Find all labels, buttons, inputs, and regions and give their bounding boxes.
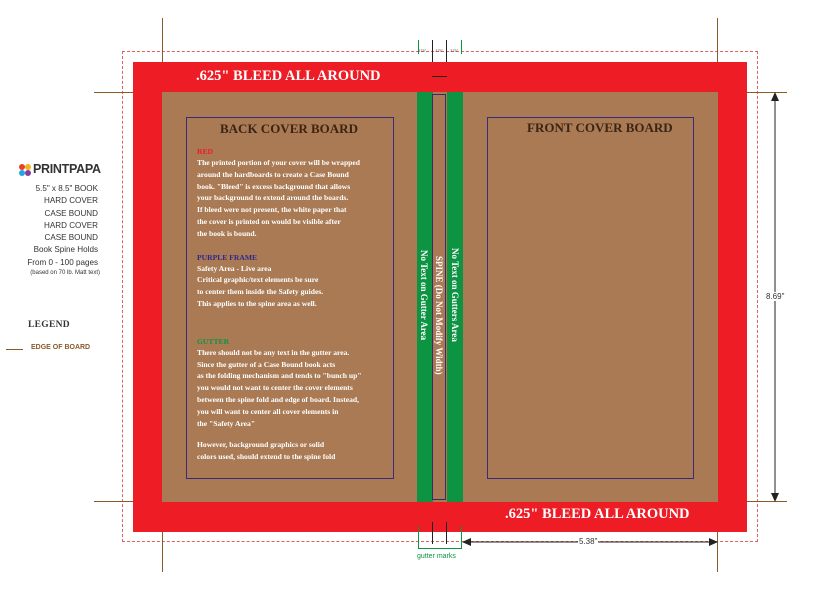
text-line: around the hardboards to create a Case Bound (197, 169, 349, 179)
text-line: you will want to center all cover elements in (197, 406, 339, 416)
spine-label: SPINE (Do Not Modify Width) (434, 256, 444, 375)
text-line: book. "Bleed" is excess background that allows (197, 181, 351, 191)
legend-title: LEGEND (28, 320, 70, 330)
spec-line: CASE BOUND (44, 233, 98, 243)
board-edge-guide (162, 18, 163, 62)
spec-line: HARD COVER (44, 220, 98, 230)
back-cover-instructions (197, 146, 387, 463)
brand-logo (18, 162, 113, 178)
text-line: There should not be any text in the gutter area. (197, 347, 350, 357)
text-line: to center them inside the Safety guides. (197, 287, 324, 297)
board-edge-guide (94, 92, 133, 93)
dimension-top-right: .375" (449, 48, 459, 53)
legend-edge-swatch (6, 349, 23, 350)
purple-heading: PURPLE FRAME (197, 252, 258, 262)
text-line: the book is bound. (197, 228, 257, 238)
spec-line: CASE BOUND (44, 208, 98, 218)
spec-line: Book Spine Holds (33, 245, 98, 255)
dimension-width: 5.38" (579, 537, 598, 546)
dimension-top-mid: .375" (434, 48, 444, 53)
gutter-marks-label: gutter marks (417, 553, 456, 560)
gutter-marks-bottom (418, 522, 462, 552)
text-line: However, background graphics or solid (197, 440, 325, 450)
brand-name: PRINTPAPA (33, 162, 101, 176)
text-line: Since the gutter of a Case Bound book acts (197, 359, 336, 369)
bleed-label-top: .625" BLEED ALL AROUND (196, 68, 381, 84)
front-safety-frame (487, 117, 694, 479)
board-edge-guide (717, 18, 718, 62)
dimension-height: 8.69" (766, 292, 785, 301)
text-line: colors used, should extend to the spine fold (197, 452, 336, 462)
board-edge-guide (162, 532, 163, 572)
text-line: between the spine fold and edge of board. Instead, (197, 394, 360, 404)
spec-note: (based on 70 lb. Matt text) (30, 270, 100, 276)
four-dot-logo-icon (18, 163, 32, 177)
dimension-top-left: .375" (417, 48, 427, 53)
text-line: This applies to the spine area as well. (197, 298, 317, 308)
gutter-body (197, 347, 387, 430)
bleed-label-bottom: .625" BLEED ALL AROUND (505, 506, 690, 522)
back-cover-title: BACK COVER BOARD (220, 121, 358, 136)
text-line: Safety Area - Live area (197, 263, 272, 273)
spec-list (6, 183, 98, 269)
text-line: If bleed were not present, the white paper that (197, 205, 347, 215)
spec-line: 5.5" x 8.5" BOOK (35, 184, 98, 193)
text-line: The printed portion of your cover will be wrapped (197, 158, 360, 167)
text-line: your background to extend around the boards. (197, 193, 349, 203)
red-heading: RED (197, 147, 214, 156)
left-gutter-label: No Text on Gutter Area (419, 250, 429, 341)
spec-line: From 0 - 100 pages (27, 257, 98, 267)
legend-edge-label: EDGE OF BOARD (31, 344, 91, 351)
text-line: the "Safety Area" (197, 418, 256, 428)
gutter-heading: GUTTER (197, 336, 230, 346)
board-edge-guide (94, 501, 133, 502)
text-line: you would not want to center the cover elements (197, 383, 353, 393)
text-line: the cover is printed on would be visible after (197, 216, 341, 226)
right-gutter-label: No Text on Gutters Area (450, 248, 460, 342)
spec-line: HARD COVER (44, 196, 98, 206)
text-line: as the folding mechanism and tends to "bunch up" (197, 371, 362, 381)
red-body (197, 157, 387, 240)
text-line: Critical graphic/text elements be sure (197, 275, 319, 285)
front-cover-title: FRONT COVER BOARD (527, 120, 673, 135)
background-body (197, 439, 387, 463)
purple-body (197, 263, 387, 310)
